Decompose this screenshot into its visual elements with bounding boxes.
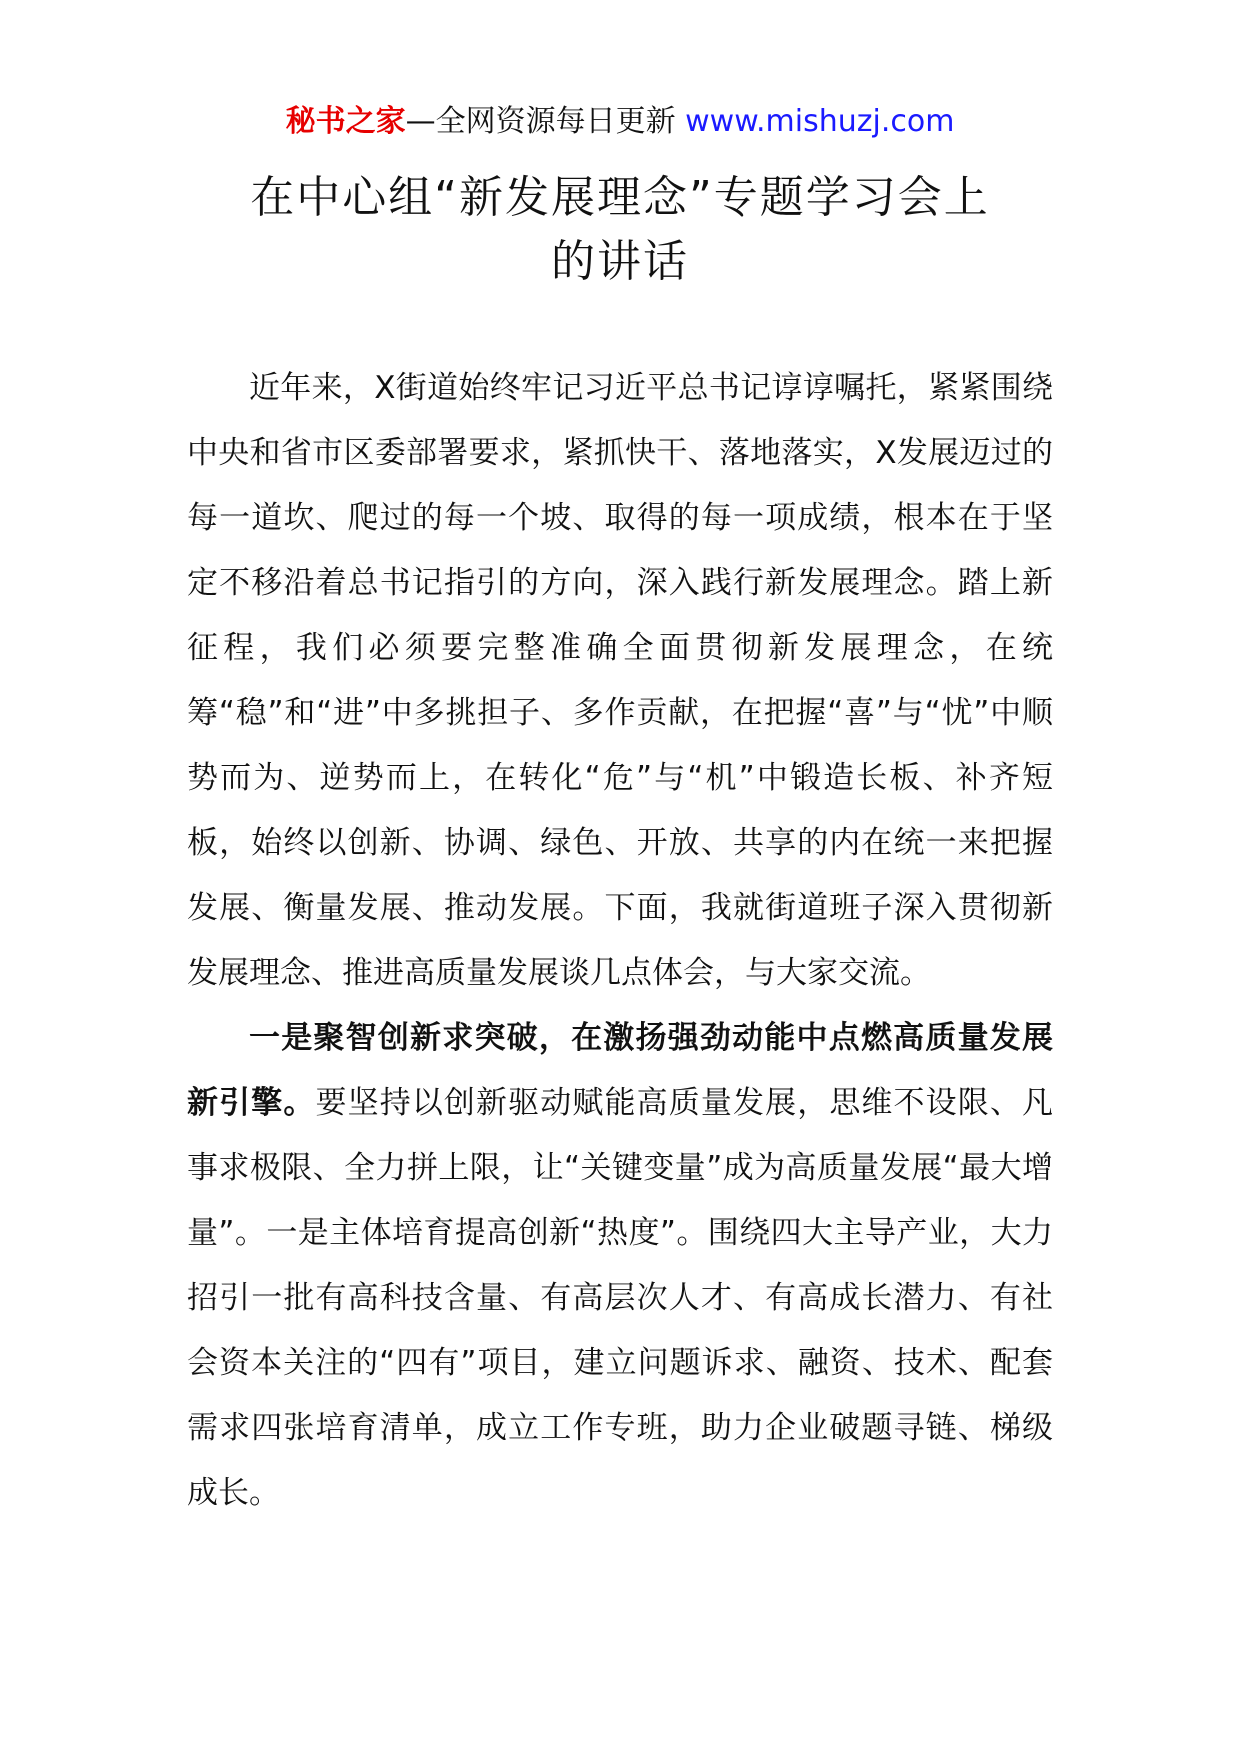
site-header [0,102,1240,142]
brand-name: 秘书之家 [285,104,406,139]
paragraph-section-one [187,1006,1053,1526]
header-slogan: —全网资源每日更新 [405,104,676,139]
title-line-2: 的讲话 [551,236,689,287]
section-one-heading: 一是聚智创新求突破，在激扬强劲动能中点燃高质量发展新引擎。 [187,1020,1053,1121]
paragraph-intro: 近年来，X街道始终牢记习近平总书记谆谆嘱托，紧紧围绕中央和省市区委部署要求，紧抓快干、落地落实，X发展迈过的每一道坎、爬过的每一个坡、取得的每一项成绩，根本在于坚定不移沿着总书记指引的方向，深入践行新发展理念。踏上新征程，我们必须要完整准确全面贯彻新发展理念，在统筹“稳”和“进”中多挑担子、多作贡献，在把握“喜”与“忧”中顺势而为、逆势而上，在转化“危”与“机”中锻造长板、补齐短板，始终以创新、协调、绿色、开放、共享的内在统一来把握发展、衡量发展、推动发展。下面，我就街道班子深入贯彻新发展理念、推进高质量发展谈几点体会，与大家交流。 [187,370,1053,991]
section-one-text: 要坚持以创新驱动赋能高质量发展，思维不设限、凡事求极限、全力拼上限，让“关键变量”成为高质量发展“最大增量”。一是主体培育提高创新“热度”。围绕四大主导产业，大力招引一批有高科技含量、有高层次人才、有高成长潜力、有社会资本关注的“四有”项目，建立问题诉求、融资、技术、配套需求四张培育清单，成立工作专班，助力企业破题寻链、梯级成长。 [187,1085,1054,1511]
title-line-1: 在中心组“新发展理念”专题学习会上 [250,172,990,223]
document-body [187,356,1053,1526]
document-title [0,166,1240,294]
site-url-link[interactable]: www.mishuzj.com [685,104,955,139]
